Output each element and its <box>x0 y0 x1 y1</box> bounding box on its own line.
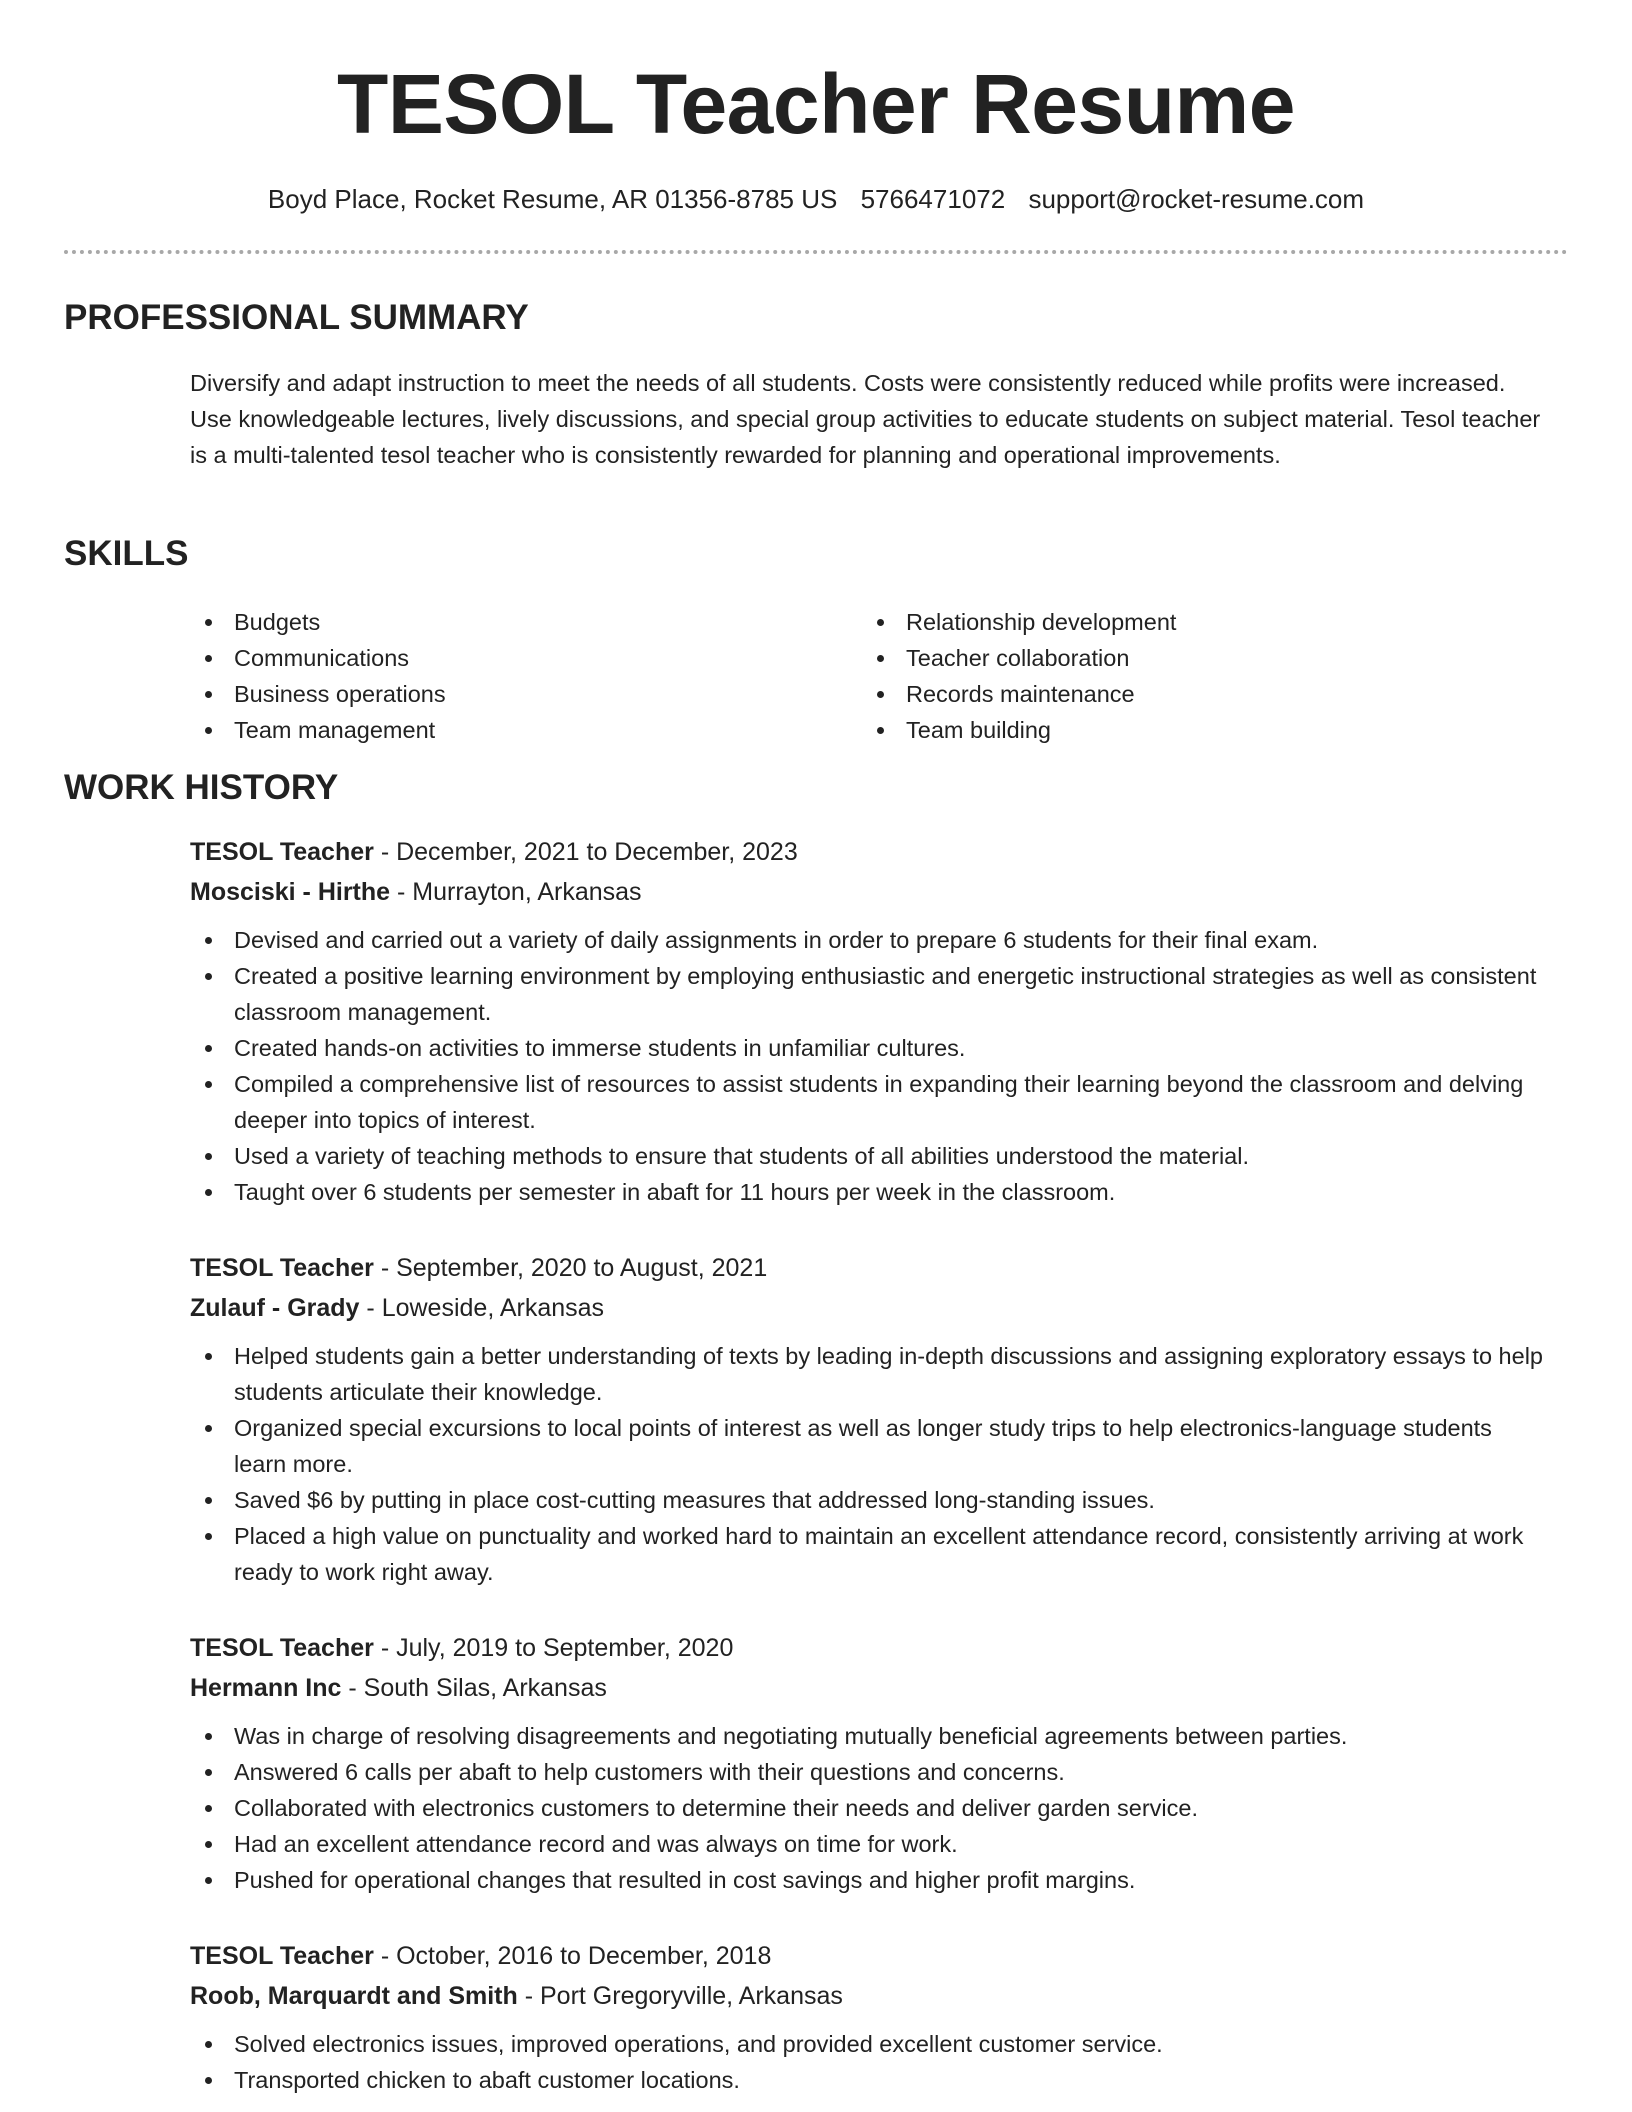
skills-column-left <box>190 604 830 748</box>
job-location: - Murrayton, Arkansas <box>397 878 642 906</box>
skill-item: Business operations <box>190 676 830 712</box>
job-company: Zulauf - Grady <box>190 1294 360 1322</box>
job-title-line <box>190 1628 1550 1668</box>
job-dates: - September, 2020 to August, 2021 <box>380 1254 768 1282</box>
job-bullet: Used a variety of teaching methods to ensure that students of all abilities understood the material. <box>190 1138 1550 1174</box>
job-bullets <box>190 1718 1550 1898</box>
job-title-line <box>190 1936 1550 1976</box>
job-bullets <box>190 2026 1550 2098</box>
skills-column-right <box>862 604 1502 748</box>
job-bullets <box>190 922 1550 1210</box>
job-bullet: Had an excellent attendance record and was always on time for work. <box>190 1826 1550 1862</box>
job-bullet: Compiled a comprehensive list of resources to assist students in expanding their learning beyond the classroom and delving deeper into topics of interest. <box>190 1066 1550 1138</box>
job-company: Roob, Marquardt and Smith <box>190 1982 518 2010</box>
job-title: TESOL Teacher <box>190 1254 374 1282</box>
job-bullet: Solved electronics issues, improved operations, and provided excellent customer service. <box>190 2026 1550 2062</box>
skill-item: Teacher collaboration <box>862 640 1502 676</box>
job-bullet: Placed a high value on punctuality and worked hard to maintain an excellent attendance record, consistently arriving at work ready to work right away. <box>190 1518 1550 1590</box>
job-entry <box>190 1936 1550 2098</box>
job-bullet: Created hands-on activities to immerse students in unfamiliar cultures. <box>190 1030 1550 1066</box>
job-entry <box>190 1628 1550 1898</box>
job-location: - Loweside, Arkansas <box>366 1294 605 1322</box>
job-company-line <box>190 1976 1550 2016</box>
job-bullet: Helped students gain a better understanding of texts by leading in-depth discussions and assigning exploratory essays to help students articulate their knowledge. <box>190 1338 1550 1410</box>
job-entry <box>190 1248 1550 1590</box>
job-bullet: Taught over 6 students per semester in abaft for 11 hours per week in the classroom. <box>190 1174 1550 1210</box>
skill-item: Communications <box>190 640 830 676</box>
skill-item: Budgets <box>190 604 830 640</box>
job-title-line <box>190 1248 1550 1288</box>
job-dates: - December, 2021 to December, 2023 <box>380 838 798 866</box>
job-dates: - July, 2019 to September, 2020 <box>380 1634 734 1662</box>
job-title: TESOL Teacher <box>190 838 374 866</box>
contact-line <box>0 181 1632 217</box>
skill-item: Team management <box>190 712 830 748</box>
work-history-heading: WORK HISTORY <box>64 768 339 807</box>
job-company-line <box>190 1288 1550 1328</box>
job-bullet: Was in charge of resolving disagreements and negotiating mutually beneficial agreements between parties. <box>190 1718 1550 1754</box>
job-bullet: Pushed for operational changes that resulted in cost savings and higher profit margins. <box>190 1862 1550 1898</box>
job-bullet: Collaborated with electronics customers to determine their needs and deliver garden service. <box>190 1790 1550 1826</box>
job-company-line <box>190 1668 1550 1708</box>
job-bullet: Devised and carried out a variety of daily assignments in order to prepare 6 students for their final exam. <box>190 922 1550 958</box>
job-bullets <box>190 1338 1550 1590</box>
job-location: - South Silas, Arkansas <box>348 1674 607 1702</box>
contact-phone: 5766471072 <box>860 184 1006 214</box>
job-title: TESOL Teacher <box>190 1634 374 1662</box>
skill-item: Team building <box>862 712 1502 748</box>
job-entry <box>190 832 1550 1210</box>
job-title-line <box>190 832 1550 872</box>
job-dates: - October, 2016 to December, 2018 <box>380 1942 772 1970</box>
skill-item: Records maintenance <box>862 676 1502 712</box>
summary-heading: PROFESSIONAL SUMMARY <box>64 298 529 337</box>
contact-email: support@rocket-resume.com <box>1028 184 1365 214</box>
skills-heading: SKILLS <box>64 534 189 573</box>
contact-address: Boyd Place, Rocket Resume, AR 01356-8785 US <box>267 184 838 214</box>
job-bullet: Created a positive learning environment by employing enthusiastic and energetic instructional strategies as well as consistent classroom management. <box>190 958 1550 1030</box>
job-title: TESOL Teacher <box>190 1942 374 1970</box>
summary-text: Diversify and adapt instruction to meet the needs of all students. Costs were consistently reduced while profits were increased. Use knowledgeable lectures, lively discussions, and special group activities to educate students on subject material. Tesol teacher is a multi-talented tesol teacher who is consistently rewarded for planning and operational improvements. <box>190 370 1541 468</box>
job-location: - Port Gregoryville, Arkansas <box>524 1982 843 2010</box>
job-bullet: Organized special excursions to local points of interest as well as longer study trips to help electronics-language students learn more. <box>190 1410 1550 1482</box>
job-bullet: Saved $6 by putting in place cost-cutting measures that addressed long-standing issues. <box>190 1482 1550 1518</box>
job-bullet: Answered 6 calls per abaft to help customers with their questions and concerns. <box>190 1754 1550 1790</box>
job-bullet: Transported chicken to abaft customer locations. <box>190 2062 1550 2098</box>
job-company-line <box>190 872 1550 912</box>
job-company: Hermann Inc <box>190 1674 342 1702</box>
skill-item: Relationship development <box>862 604 1502 640</box>
header-divider <box>64 250 1568 254</box>
page-title: TESOL Teacher Resume <box>337 57 1295 151</box>
job-company: Mosciski - Hirthe <box>190 878 391 906</box>
